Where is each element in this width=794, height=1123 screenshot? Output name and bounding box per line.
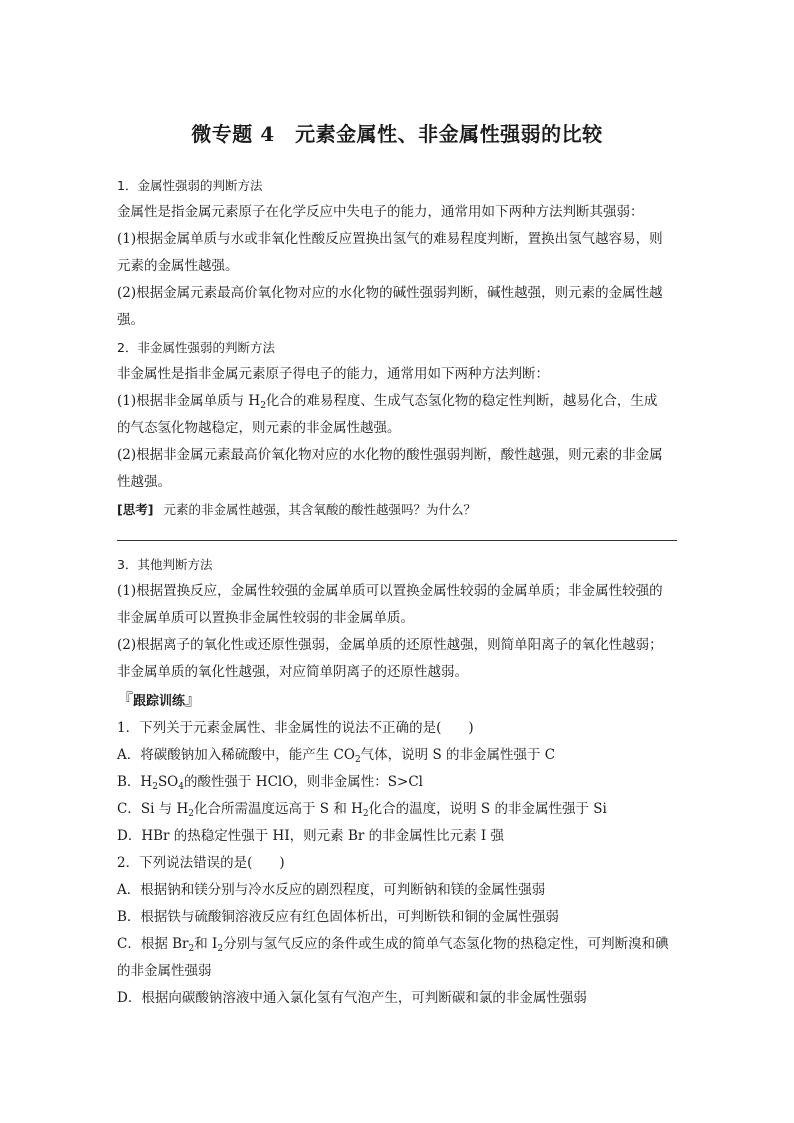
think-question: 元素的非金属性越强，其含氧酸的酸性越强吗？为什么？	[163, 502, 476, 517]
section-1-point-2-line-1: (2)根据金属元素最高价氧化物对应的水化物的碱性强弱判断，碱性越强，则元素的金属性越	[117, 285, 663, 301]
section-3-point-2-line-1: (2)根据离子的氧化性或还原性强弱，金属单质的还原性越强，则简单阳离子的氧化性越弱；	[117, 637, 663, 653]
section-2-point-2-line-1: (2)根据非金属元素最高价氧化物对应的水化物的酸性强弱判断，酸性越强，则元素的非金属	[117, 447, 663, 463]
answer-line	[117, 540, 677, 541]
section-2-point-2-line-2: 性越强。	[117, 474, 171, 490]
training-heading	[117, 686, 677, 715]
text-segment: 分别与氢气反应的条件或生成的简单气态氢化物的热稳定性，可判断溴和碘	[223, 936, 669, 952]
text-segment: B．H	[117, 774, 153, 790]
question-2-option-c-line-2: 的非金属性强弱	[117, 963, 212, 979]
section-3-heading: 3．其他判断方法	[117, 557, 213, 572]
text-segment: A．将碳酸钠加入稀硫酸中，能产生 CO	[117, 747, 355, 763]
subscript: 2	[188, 809, 194, 819]
text-segment: 化合所需温度远高于 S 和 H	[194, 801, 363, 817]
question-1-option-b	[117, 769, 677, 796]
section-3-point-1-line-1: (1)根据置换反应，金属性较强的金属单质可以置换金属性较弱的金属单质；非金属性较强的	[117, 583, 663, 599]
question-2-option-d: D．根据向碳酸钠溶液中通入氯化氢有气泡产生，可判断碳和氯的非金属性强弱	[117, 990, 587, 1006]
section-2-heading: 2．非金属性强弱的判断方法	[117, 340, 275, 355]
subscript: 4	[178, 782, 184, 792]
section-1-intro: 金属性是指金属元素原子在化学反应中失电子的能力，通常用如下两种方法判断其强弱：	[117, 204, 644, 220]
question-2-option-a: A．根据钠和镁分别与冷水反应的剧烈程度，可判断钠和镁的金属性强弱	[117, 882, 546, 898]
question-1-option-d: D．HBr 的热稳定性强于 HI，则元素 Br 的非金属性比元素 I 强	[117, 828, 505, 844]
bracket-close: 』	[185, 690, 202, 709]
subscript: 2	[260, 401, 266, 411]
page-title: 微专题 4 元素金属性、非金属性强弱的比较	[191, 122, 603, 146]
section-1-point-1-line-1: (1)根据金属单质与水或非氧化性酸反应置换出氢气的难易程度判断，置换出氢气越容易，则	[117, 231, 663, 247]
question-2-option-b: B．根据铁与硫酸铜溶液反应有红色固体析出，可判断铁和铜的金属性强弱	[117, 909, 559, 925]
section-2-intro: 非金属性是指非金属元素原子得电子的能力，通常用如下两种方法判断：	[117, 366, 549, 382]
subscript: 2	[354, 755, 361, 765]
think-prompt	[117, 496, 677, 523]
subscript: 2	[188, 944, 195, 954]
text-segment: 化合的难易程度、生成气态氢化物的稳定性判断，越易化合，生成	[265, 393, 658, 409]
section-1-heading: 1．金属性强弱的判断方法	[117, 178, 263, 193]
text-segment: SO	[157, 774, 179, 790]
subscript: 2	[362, 809, 369, 819]
text-segment: 的酸性强于 HClO，则非金属性：S>Cl	[184, 774, 423, 790]
question-1-stem: 1．下列关于元素金属性、非金属性的说法不正确的是( )	[117, 720, 474, 736]
section-1-point-2-line-2: 强。	[117, 312, 144, 328]
training-label: 跟踪训练	[133, 694, 186, 709]
section-2-point-1-line-1	[117, 388, 677, 415]
text-segment: 气体，说明 S 的非金属性强于 C	[360, 747, 556, 763]
question-2-option-c-line-1	[117, 931, 677, 958]
subscript: 2	[217, 944, 224, 954]
section-1-point-1-line-2: 元素的金属性越强。	[117, 258, 239, 274]
question-2-stem: 2．下列说法错误的是( )	[117, 855, 285, 871]
think-tag: [思考]	[117, 502, 154, 517]
document-page	[117, 118, 677, 1012]
question-1-option-c	[117, 796, 677, 823]
text-segment: 化合的温度，说明 S 的非金属性强于 Si	[368, 801, 607, 817]
section-2-point-1-line-2: 的气态氢化物越稳定，则元素的非金属性越强。	[117, 420, 401, 436]
question-1-option-a	[117, 742, 677, 769]
text-segment: 和 I	[194, 936, 218, 952]
section-3-point-2-line-2: 非金属单质的氧化性越强，对应简单阴离子的还原性越弱。	[117, 664, 468, 680]
text-segment: (1)根据非金属单质与 H	[117, 393, 261, 409]
text-segment: C．Si 与 H	[117, 801, 189, 817]
section-3-point-1-line-2: 非金属单质可以置换非金属性较弱的非金属单质。	[117, 610, 414, 626]
text-segment: C．根据 Br	[117, 936, 189, 952]
bracket-open: 『	[117, 690, 134, 709]
subscript: 2	[152, 782, 158, 792]
